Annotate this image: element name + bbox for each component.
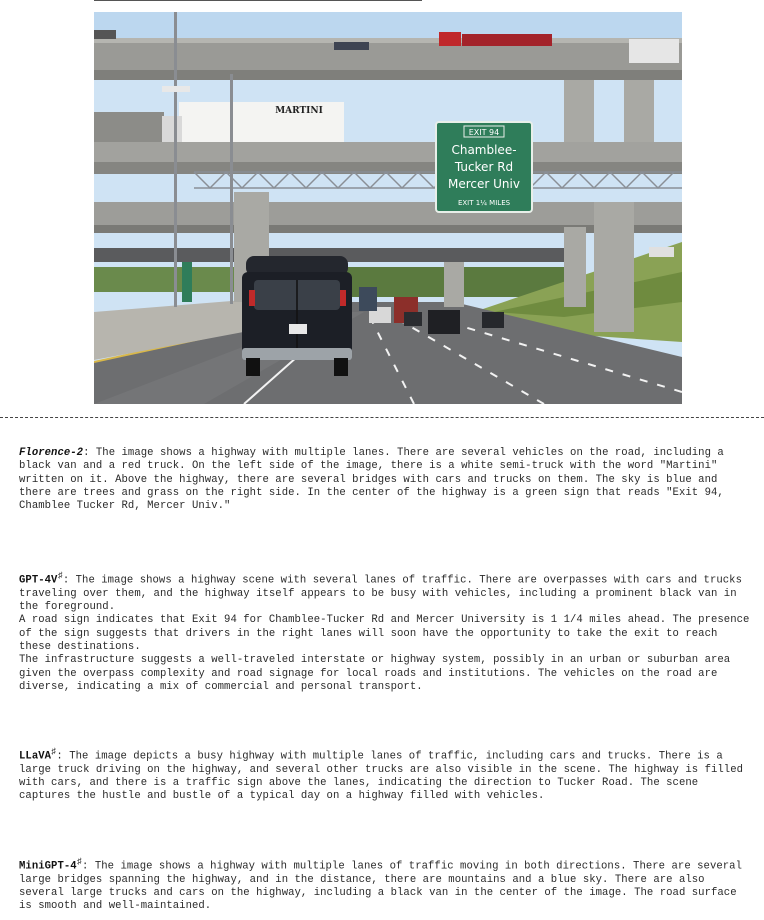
top-rule xyxy=(94,0,422,1)
caption-paragraph: A road sign indicates that Exit 94 for Chamblee-Tucker Rd and Mercer University is 1 1/4 miles ahead. The presence of the sign suggests that drivers in the right lanes will soon have the opportunity to take the exit to reach these destinations. xyxy=(19,614,750,654)
caption-text: : The image depicts a busy highway with multiple lanes of traffic, including cars and trucks. There is a large truck driving on the highway, and several other trucks are also visible in the scene. The highway is filled with cars, and there is a traffic sign above the lanes, indicating the direction to Tucker Road. The scene captures the hustle and bustle of a typical day on a highway filled with vehicles. xyxy=(19,750,744,803)
sign-line-1: Chamblee- xyxy=(451,143,517,157)
caption-minigpt-4 xyxy=(19,856,754,914)
caption-florence-2 xyxy=(19,447,754,513)
sign-exit-label: EXIT 94 xyxy=(468,128,500,137)
model-name: MiniGPT-4 xyxy=(19,860,77,873)
light-pole xyxy=(174,12,177,307)
black-van xyxy=(242,256,352,376)
highway-photo xyxy=(94,12,682,404)
overpass-top xyxy=(94,42,682,72)
caption-paragraph: The infrastructure suggests a well-traveled interstate or highway system, possibly in an urban or suburban area given the overpass complexity and road signage for local roads and institutions. The vehicles on the road are diverse, indicating a mix of commercial and personal transport. xyxy=(19,654,731,693)
sign-distance: EXIT 1¼ MILES xyxy=(457,199,511,207)
caption-text: : The image shows a highway with multiple lanes. There are several vehicles on the road, including a black van and a red truck. On the left side of the image, there is a white semi-truck with the word "Martini" written on it. Above the highway, there are several bridges with cars and trucks on them. The sky is blue and there are trees and grass on the right side. In the center of the highway is a green sign that reads "Exit 94, Chamblee Tucker Rd, Mercer Univ." xyxy=(19,447,724,513)
overpass-middle xyxy=(94,142,682,162)
section-divider xyxy=(0,417,764,418)
model-marker: ♯ xyxy=(51,747,57,757)
exit-sign xyxy=(436,122,532,212)
model-name: GPT-4V xyxy=(19,574,58,587)
model-name: Florence-2 xyxy=(19,447,84,459)
caption-text: : The image shows a highway scene with several lanes of traffic. There are overpasses with cars and trucks traveling over them, and the highway itself appears to be busy with vehicles, including a prominent black van in the foreground. xyxy=(19,574,742,614)
caption-gpt-4v xyxy=(19,570,754,694)
model-name: LLaVA xyxy=(19,750,52,763)
caption-text: : The image shows a highway with multiple lanes of traffic moving in both directions. There are several large bridges spanning the highway, and in the distance, there are mountains and a blue sky. There are also several large trucks and cars on the highway, including a black van in the center of the image. The road surface is smooth and well-maintained. xyxy=(19,860,742,913)
overpass-lower xyxy=(94,202,682,227)
martini-text: MARTINI xyxy=(275,106,323,116)
caption-llava xyxy=(19,746,754,804)
model-marker: ♯ xyxy=(76,857,83,867)
sign-line-3: Mercer Univ xyxy=(448,177,520,191)
sign-line-2: Tucker Rd xyxy=(454,160,514,174)
model-marker: ♯ xyxy=(57,571,63,581)
red-truck xyxy=(439,32,461,46)
